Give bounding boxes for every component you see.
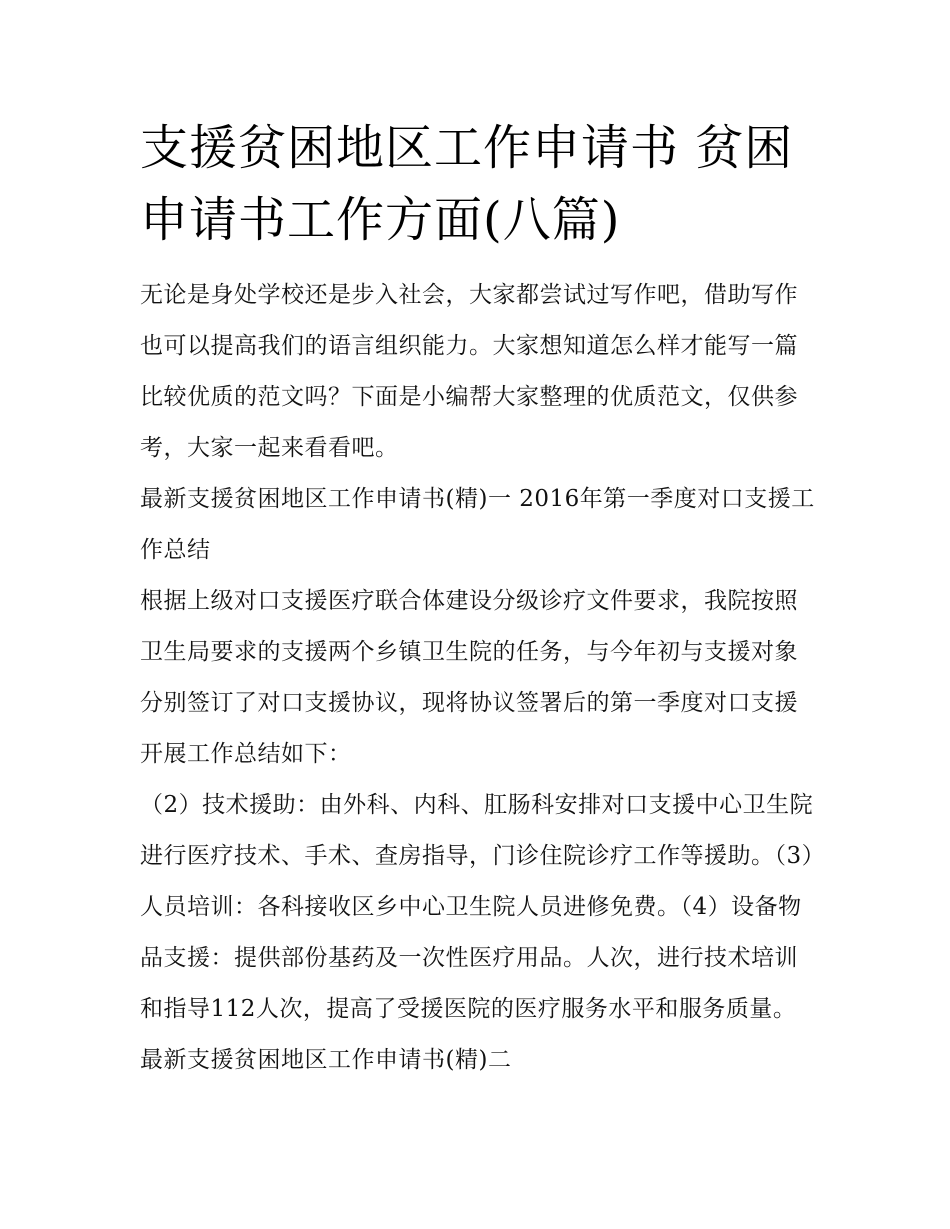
intro-paragraph: 无论是身处学校还是步入社会，大家都尝试过写作吧，借助写作也可以提高我们的语言组织能力。大家想知道怎么样才能写一篇比较优质的范文吗？下面是小编帮大家整理的优质范文，仅供参考，大家一起来看看吧。 — [140, 282, 798, 461]
document-title: 支援贫困地区工作申请书 贫困申请书工作方面(八篇) — [140, 120, 794, 248]
background-paragraph: 根据上级对口支援医疗联合体建设分级诊疗文件要求，我院按照卫生局要求的支援两个乡镇卫生院的任务，与今年初与支援对象分别签订了对口支援协议，现将协议签署后的第一季度对口支援开展工作总结如下： — [140, 588, 798, 767]
section-heading-paragraph: 最新支援贫困地区工作申请书(精)一 2016年第一季度对口支援工作总结 — [140, 486, 815, 563]
document-page — [140, 112, 815, 1086]
details-paragraph: （2）技术援助：由外科、内科、肛肠科安排对口支援中心卫生院进行医疗技术、手术、查房指导，门诊住院诊疗工作等援助。（3）人员培训：各科接收区乡中心卫生院人员进修免费。（4）设备物品支援：提供部份基药及一次性医疗用品。人次，进行技术培训和指导112人次，提高了受援医院的医疗服务水平和服务质量。 最新支援贫困地区工作申请书(精)二 — [140, 792, 814, 1073]
